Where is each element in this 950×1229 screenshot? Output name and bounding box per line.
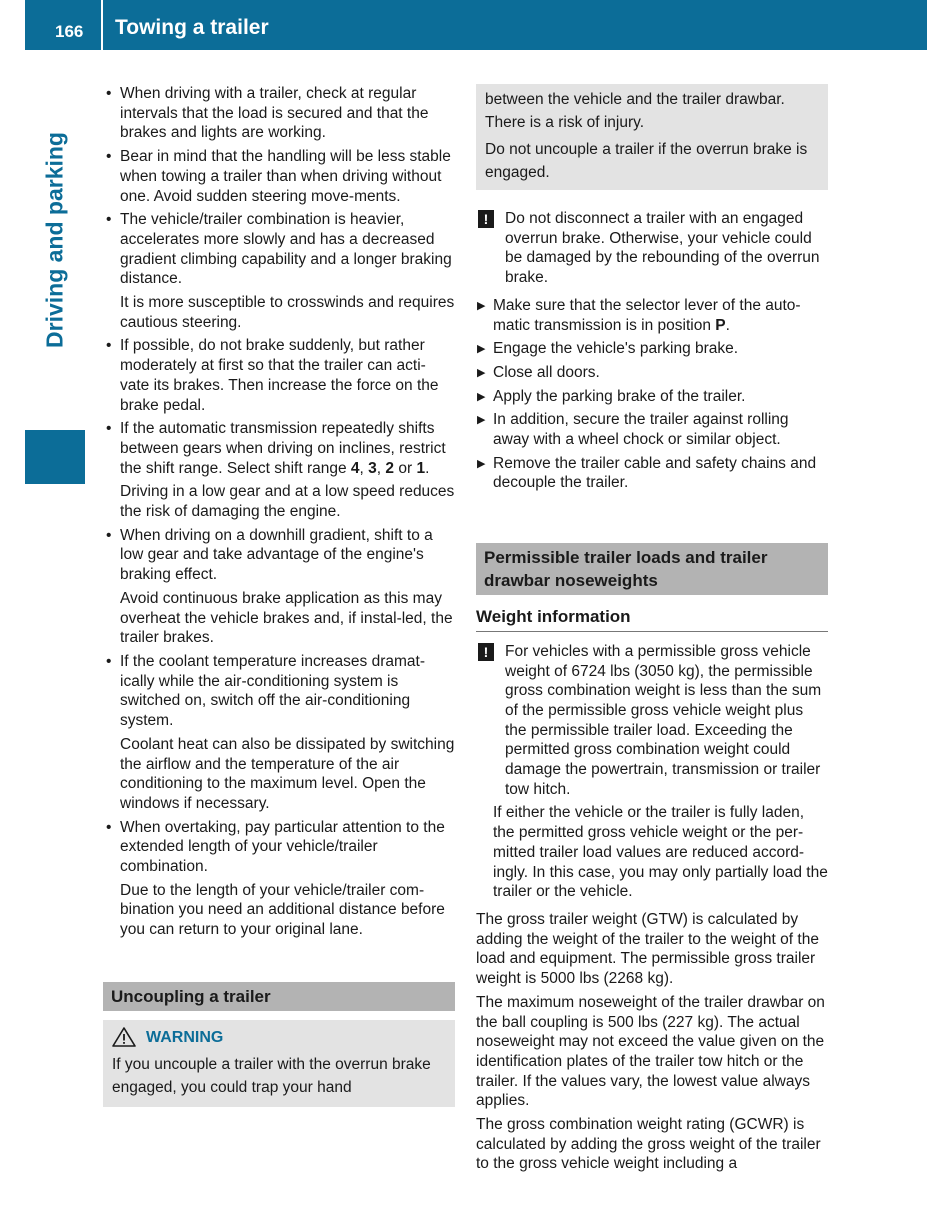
list-item: • When driving on a downhill gradient, shift to a low gear and take advantage of the engine's braking effect. xyxy=(103,526,455,585)
list-item: • The vehicle/trailer combination is heavier, accelerates more slowly and has a decreased gradient climbing capability and a longer braking distance. xyxy=(103,210,455,289)
step-item: ▶ Engage the vehicle's parking brake. xyxy=(476,339,828,359)
list-item: • If the coolant temperature increases dramat-ically while the air-conditioning system is switched on, switch off the air-conditioning system. xyxy=(103,652,455,731)
note-continuation: If either the vehicle or the trailer is fully laden, the permitted gross vehicle weight or the per-mitted trailer load values are reduced accord-ingly. In this case, you may only partially load the trailer or the vehicle. xyxy=(493,804,828,901)
header-divider xyxy=(101,0,103,50)
step-item: ▶ Apply the parking brake of the trailer. xyxy=(476,387,828,407)
left-column xyxy=(103,84,455,1107)
page-header xyxy=(25,0,927,50)
warning-text: If you uncouple a trailer with the overrun brake engaged, you could trap your hand xyxy=(112,1055,431,1096)
step-item: ▶ In addition, secure the trailer against rolling away with a wheel chock or similar object. xyxy=(476,410,828,449)
exclamation-icon: ! xyxy=(478,643,494,661)
chapter-side-tab xyxy=(25,50,85,484)
warning-continuation-text: Do not uncouple a trailer if the overrun brake is engaged. xyxy=(485,141,808,181)
paragraph: The gross combination weight rating (GCWR) is calculated by adding the gross weight of the trailer to the gross vehicle weight including a xyxy=(476,1116,821,1173)
page-number: 166 xyxy=(55,22,84,41)
step-item: ▶ Close all doors. xyxy=(476,363,828,383)
weight-info-heading: Weight information xyxy=(476,607,828,632)
list-item-continuation: Due to the length of your vehicle/trailer com-bination you need an additional distance before you can return to your original lane. xyxy=(120,881,445,939)
uncoupling-heading: Uncoupling a trailer xyxy=(103,982,455,1011)
warning-continuation-box xyxy=(476,84,828,190)
list-item-continuation: Driving in a low gear and at a low speed reduces the risk of damaging the engine. xyxy=(120,483,455,521)
chapter-label: Driving and parking xyxy=(41,132,68,348)
note-text: For vehicles with a permissible gross vehicle weight of 6724 lbs (3050 kg), the permissible gross combination weight is less than the sum of the permissible gross vehicle weight plus the permissible trailer load. Exceeding the permitted gross combination weight could damage the powertrain, transmission or trailer tow hitch. xyxy=(505,642,822,798)
warning-continuation-text: between the vehicle and the trailer drawbar. There is a risk of injury. xyxy=(485,91,785,131)
step-item: ▶ Make sure that the selector lever of the auto-matic transmission is in position P. xyxy=(476,296,828,335)
right-column xyxy=(476,84,828,1178)
step-item: ▶ Remove the trailer cable and safety chains and decouple the trailer. xyxy=(476,454,828,493)
list-item-continuation: Avoid continuous brake application as this may overheat the vehicle brakes and, if instal-led, the trailer brakes. xyxy=(120,589,453,647)
weight-note xyxy=(476,642,828,800)
warning-box xyxy=(103,1020,455,1107)
list-item: • If possible, do not brake suddenly, but rather moderately at first so that the trailer can acti-vate its brakes. Then increase the force on the brake pedal. xyxy=(103,336,455,415)
list-item-continuation: It is more susceptible to crosswinds and requires cautious steering. xyxy=(120,294,455,331)
list-item: • When driving with a trailer, check at regular intervals that the load is secured and that the brakes and lights are working. xyxy=(103,84,455,143)
chapter-marker-block xyxy=(25,430,85,484)
damage-note xyxy=(476,209,828,288)
list-item: • When overtaking, pay particular attention to the extended length of your vehicle/trailer combination. xyxy=(103,818,455,877)
warning-triangle-icon xyxy=(112,1027,136,1047)
warning-title xyxy=(112,1026,446,1049)
section-heading: Permissible trailer loads and trailer drawbar noseweights xyxy=(476,543,828,595)
paragraph: The gross trailer weight (GTW) is calculated by adding the weight of the trailer to the weight of the load and equipment. The permissible gross trailer weight is 5000 lbs (2268 kg). xyxy=(476,910,819,988)
paragraph: The maximum noseweight of the trailer drawbar on the ball coupling is 500 lbs (227 kg). The actual noseweight may not exceed the value given on the identification plates of the trailer tow hitch or the trailer. If the values vary, the lowest value always applies. xyxy=(476,993,825,1110)
exclamation-icon: ! xyxy=(478,210,494,228)
list-item-shift-range: • If the automatic transmission repeatedly shifts between gears when driving on inclines, restrict the shift range. Select shift range 4, 3, 2 or 1. xyxy=(103,419,455,478)
list-item-continuation: Coolant heat can also be dissipated by switching the airflow and the temperature of the air conditioning to the maximum level. Open the windows if necessary. xyxy=(120,735,455,812)
note-text: Do not disconnect a trailer with an engaged overrun brake. Otherwise, your vehicle could be damaged by the rebounding of the overrun brake. xyxy=(505,210,820,287)
warning-label: WARNING xyxy=(146,1028,224,1046)
page-title: Towing a trailer xyxy=(115,16,269,39)
chapter-label-area xyxy=(25,50,85,430)
list-item: • Bear in mind that the handling will be less stable when towing a trailer than when driving without one. Avoid sudden steering move-ments. xyxy=(103,147,455,206)
